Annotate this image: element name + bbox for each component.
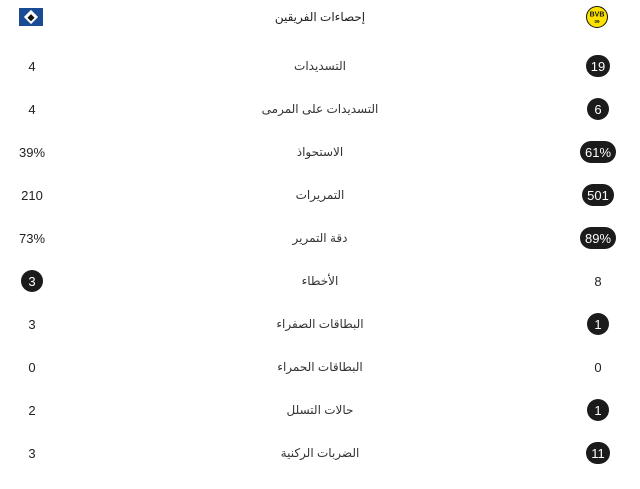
- stat-label: حالات التسلل: [286, 403, 354, 417]
- svg-text:09: 09: [594, 19, 600, 24]
- stat-label: الضربات الركنية: [280, 446, 360, 460]
- home-stat-text: 3: [28, 316, 36, 332]
- away-stat-badge: 501: [582, 184, 614, 206]
- home-stat-text: 73%: [18, 230, 46, 246]
- home-stat-badge: 3: [21, 270, 43, 292]
- away-stat-badge: 6: [587, 98, 609, 120]
- stat-row: [0, 438, 640, 468]
- away-stat-value: [566, 309, 630, 339]
- stat-row: [0, 180, 640, 210]
- away-stat-badge: 19: [586, 55, 610, 77]
- away-stat-badge: 1: [587, 313, 609, 335]
- away-stat-value: [566, 395, 630, 425]
- away-stat-badge: 61%: [580, 141, 616, 163]
- stats-header: [0, 0, 640, 36]
- away-stat-badge: 1: [587, 399, 609, 421]
- away-stat-value: [566, 94, 630, 124]
- bvb-crest-icon: [586, 6, 608, 28]
- home-stat-text: 0: [28, 359, 36, 375]
- home-stat-value: [0, 309, 64, 339]
- stat-row: [0, 51, 640, 81]
- home-stat-text: 3: [28, 445, 36, 461]
- stat-label: التسديدات: [294, 59, 346, 73]
- away-stat-value: [566, 438, 630, 468]
- stat-label: الاستحواذ: [296, 145, 344, 159]
- home-stat-value: [0, 137, 64, 167]
- away-stat-text: 8: [594, 273, 602, 289]
- stat-label: البطاقات الصفراء: [276, 317, 364, 331]
- home-stat-value: [0, 180, 64, 210]
- away-stat-value: [566, 137, 630, 167]
- away-stat-value: [566, 51, 630, 81]
- svg-text:BVB: BVB: [589, 11, 605, 19]
- away-stat-badge: 11: [586, 442, 610, 464]
- away-stat-value: [566, 223, 630, 253]
- away-stat-text: 0: [594, 359, 602, 375]
- home-stat-text: 210: [21, 187, 43, 203]
- away-stat-badge: 89%: [580, 227, 616, 249]
- home-stat-value: [0, 395, 64, 425]
- away-stat-value: [566, 266, 630, 296]
- home-stat-text: 4: [28, 58, 36, 74]
- stat-row: [0, 395, 640, 425]
- home-stat-value: [0, 438, 64, 468]
- stat-label: البطاقات الحمراء: [277, 360, 363, 374]
- stat-label: دقة التمرير: [292, 231, 348, 245]
- stat-label: التمريرات: [295, 188, 345, 202]
- home-stat-value: [0, 266, 64, 296]
- stat-row: [0, 352, 640, 382]
- home-stat-value: [0, 94, 64, 124]
- home-stat-value: [0, 352, 64, 382]
- home-stat-text: 4: [28, 101, 36, 117]
- stat-row: [0, 223, 640, 253]
- stat-row: [0, 137, 640, 167]
- stat-row: [0, 266, 640, 296]
- stat-row: [0, 94, 640, 124]
- page-title: إحصاءات الفريقين: [274, 10, 366, 24]
- stat-row: [0, 309, 640, 339]
- home-stat-text: 39%: [18, 144, 46, 160]
- away-stat-value: [566, 180, 630, 210]
- away-stat-value: [566, 352, 630, 382]
- stat-label: الأخطاء: [301, 274, 339, 288]
- home-stat-value: [0, 223, 64, 253]
- home-stat-text: 2: [28, 402, 36, 418]
- stat-label: التسديدات على المرمى: [261, 102, 379, 116]
- home-stat-value: [0, 51, 64, 81]
